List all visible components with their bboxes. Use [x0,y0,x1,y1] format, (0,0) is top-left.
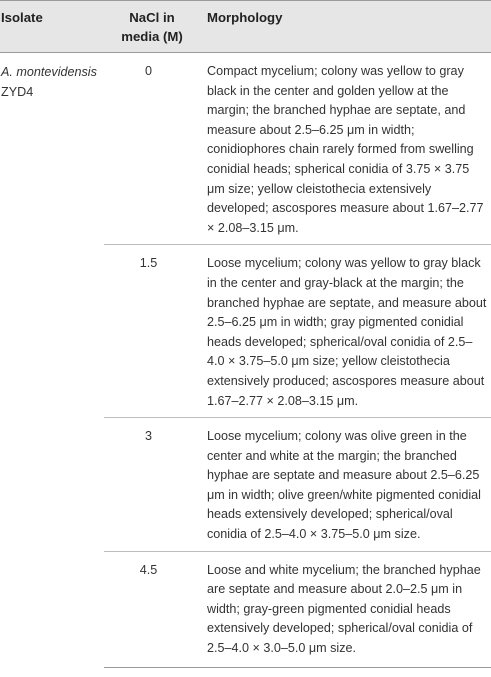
nacl-cell: 3 [104,418,200,552]
header-nacl [104,1,200,53]
morphology-cell: Loose and white mycelium; the branched hyphae are septate and measure about 2.0–2.5 μm in width; gray-green pigmented conidial heads extensively developed; spherical/oval conidia of 2.5–4.0 × 3.0–5.0 μm size. [200,551,491,667]
isolate-cell [0,53,104,668]
morphology-cell: Loose mycelium; colony was yellow to gray black in the center and gray-black at the margin; the branched hyphae are septate, and measure about 2.5–6.25 μm in width; gray pigmented conidial heads developed; spherical/oval conidia of 2.5–4.0 × 3.75–5.0 μm size; yellow cleistothecia extensively produced; ascospores measure about 1.67–2.77 × 2.08–3.15 μm. [200,245,491,418]
header-morphology: Morphology [200,1,491,53]
header-row [0,1,491,53]
isolate-strain: ZYD4 [1,85,34,99]
isolate-species: A. montevidensis [1,65,97,79]
nacl-cell: 4.5 [104,551,200,667]
table-row [0,53,491,245]
nacl-cell: 1.5 [104,245,200,418]
header-nacl-line2: media (M) [121,29,183,44]
table-header [0,1,491,53]
header-nacl-line1: NaCl in [129,10,175,25]
morphology-cell: Loose mycelium; colony was olive green in the center and white at the margin; the branched hyphae are septate and measure about 2.5–6.25 μm in width; olive green/white pigmented conidial heads extensively developed; spherical/oval conidia of 2.5–4.0 × 3.75–5.0 μm size. [200,418,491,552]
morphology-cell: Compact mycelium; colony was yellow to gray black in the center and golden yellow at the margin; the branched hyphae are septate, and measure about 2.5–6.25 μm in width; conidiophores chain rarely formed from swelling conidial heads; spherical conidia of 3.75 × 3.75 μm size; yellow cleistothecia extensively developed; ascospores measure about 1.67–2.77 × 2.08–3.15 μm. [207,64,484,235]
table-body [0,53,491,668]
header-isolate: Isolate [0,1,104,53]
nacl-cell: 0 [144,64,152,78]
